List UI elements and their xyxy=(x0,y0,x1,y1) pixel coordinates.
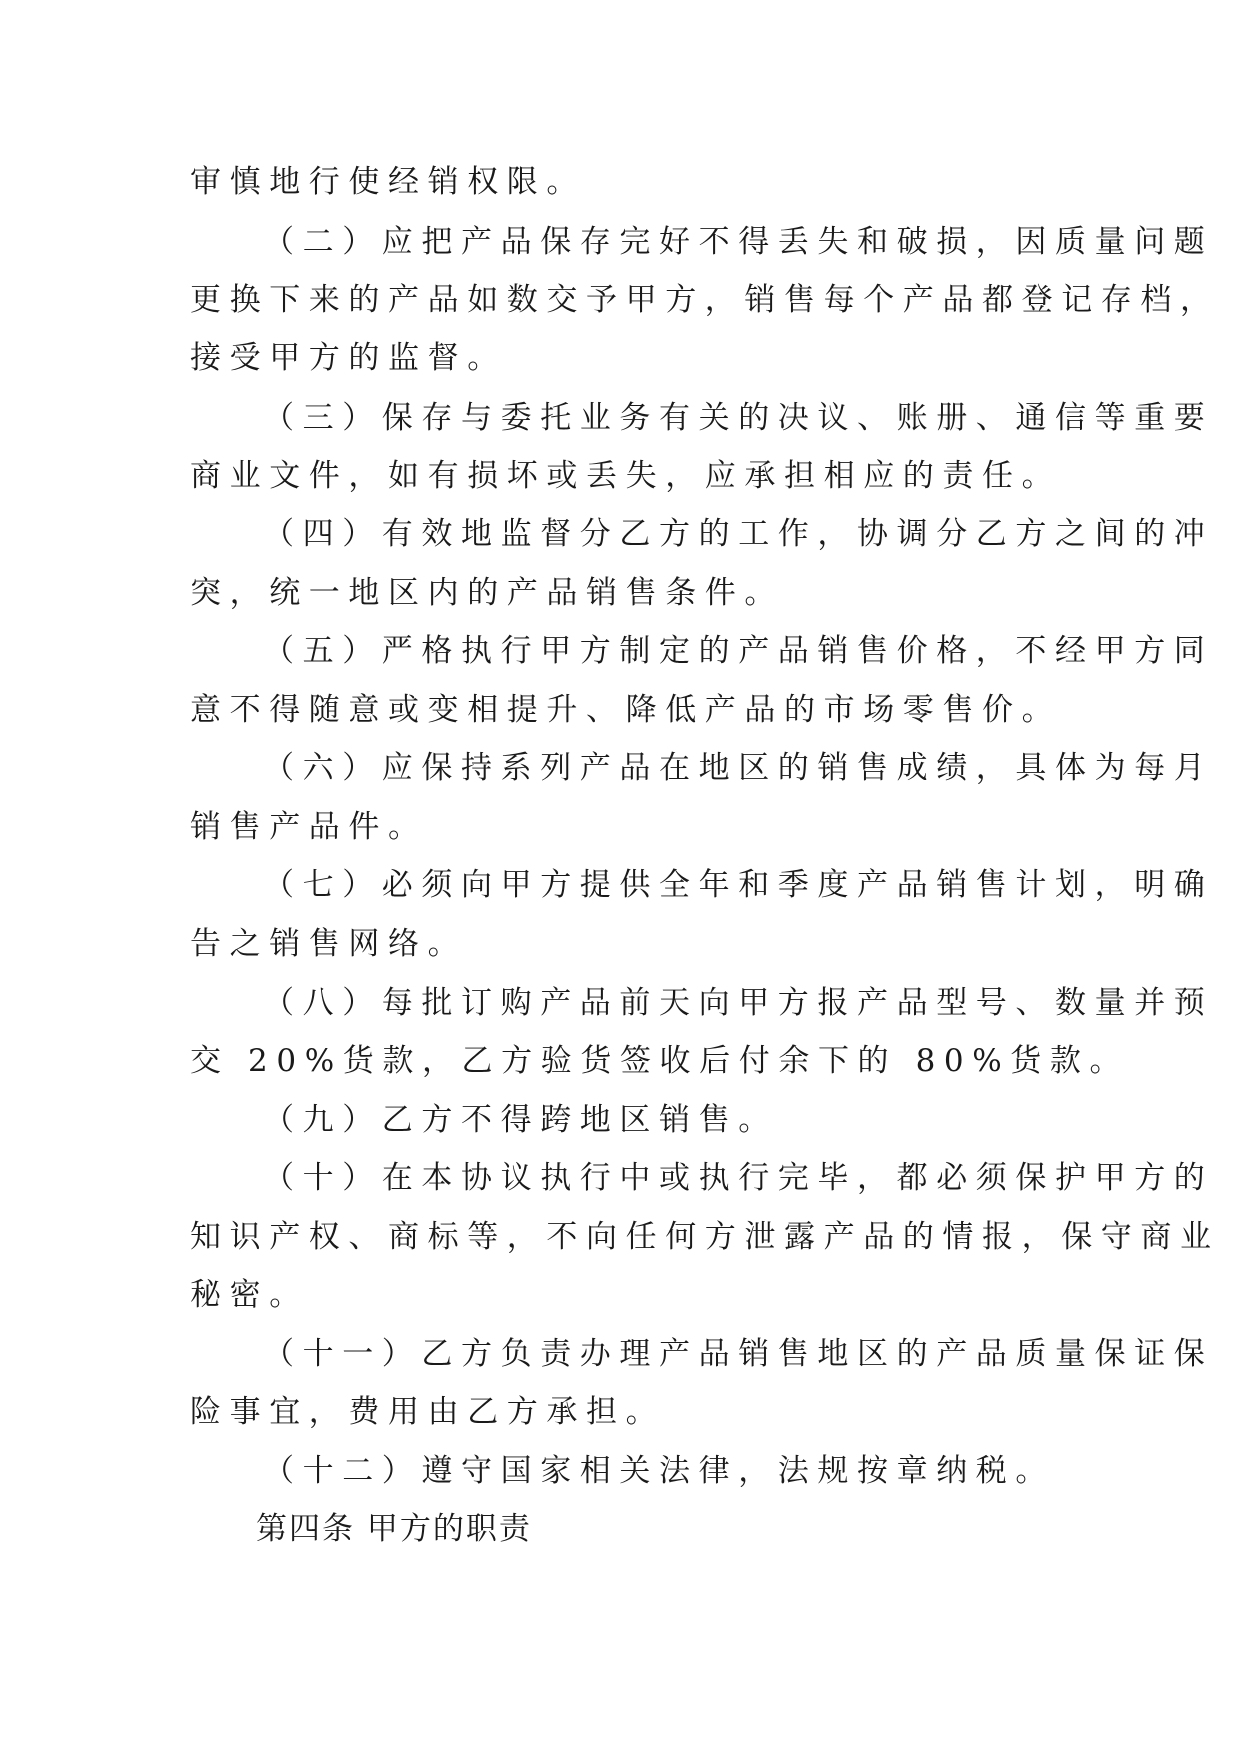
paragraph-line: （四）有效地监督分乙方的工作，协调分乙方之间的冲 xyxy=(263,516,1214,552)
paragraph-line: 审慎地行使经销权限。 xyxy=(190,164,586,200)
paragraph-line: （八）每批订购产品前天向甲方报产品型号、数量并预 xyxy=(263,985,1214,1021)
paragraph-line: （十一）乙方负责办理产品销售地区的产品质量保证保 xyxy=(263,1336,1214,1372)
paragraph-line: 销售产品件。 xyxy=(190,809,428,845)
paragraph-line: （七）必须向甲方提供全年和季度产品销售计划，明确 xyxy=(263,867,1214,903)
paragraph-line: 接受甲方的监督。 xyxy=(190,340,507,376)
paragraph-line: （六）应保持系列产品在地区的销售成绩，具体为每月 xyxy=(263,750,1214,786)
paragraph-line: （十二）遵守国家相关法律，法规按章纳税。 xyxy=(263,1453,1055,1489)
section-heading: 第四条 甲方的职责 xyxy=(256,1511,532,1547)
paragraph-line: 商业文件，如有损坏或丢失，应承担相应的责任。 xyxy=(190,458,1062,494)
paragraph-line: 意不得随意或变相提升、降低产品的市场零售价。 xyxy=(190,692,1062,728)
paragraph-line: 更换下来的产品如数交予甲方，销售每个产品都登记存档， xyxy=(190,282,1220,318)
paragraph-line: 交 20%货款，乙方验货签收后付余下的 80%货款。 xyxy=(190,1043,1130,1079)
paragraph-line: （五）严格执行甲方制定的产品销售价格，不经甲方同 xyxy=(263,633,1214,669)
paragraph-line: （三）保存与委托业务有关的决议、账册、通信等重要 xyxy=(263,400,1214,436)
paragraph-line: 突，统一地区内的产品销售条件。 xyxy=(190,575,784,611)
paragraph-line: 险事宜，费用由乙方承担。 xyxy=(190,1394,666,1430)
paragraph-line: 秘密。 xyxy=(190,1277,309,1313)
paragraph-line: （二）应把产品保存完好不得丢失和破损，因质量问题 xyxy=(263,224,1214,260)
paragraph-line: 知识产权、商标等，不向任何方泄露产品的情报，保守商业 xyxy=(190,1219,1220,1255)
paragraph-line: 告之销售网络。 xyxy=(190,926,468,962)
paragraph-line: （九）乙方不得跨地区销售。 xyxy=(263,1102,778,1138)
paragraph-line: （十）在本协议执行中或执行完毕，都必须保护甲方的 xyxy=(263,1160,1214,1196)
